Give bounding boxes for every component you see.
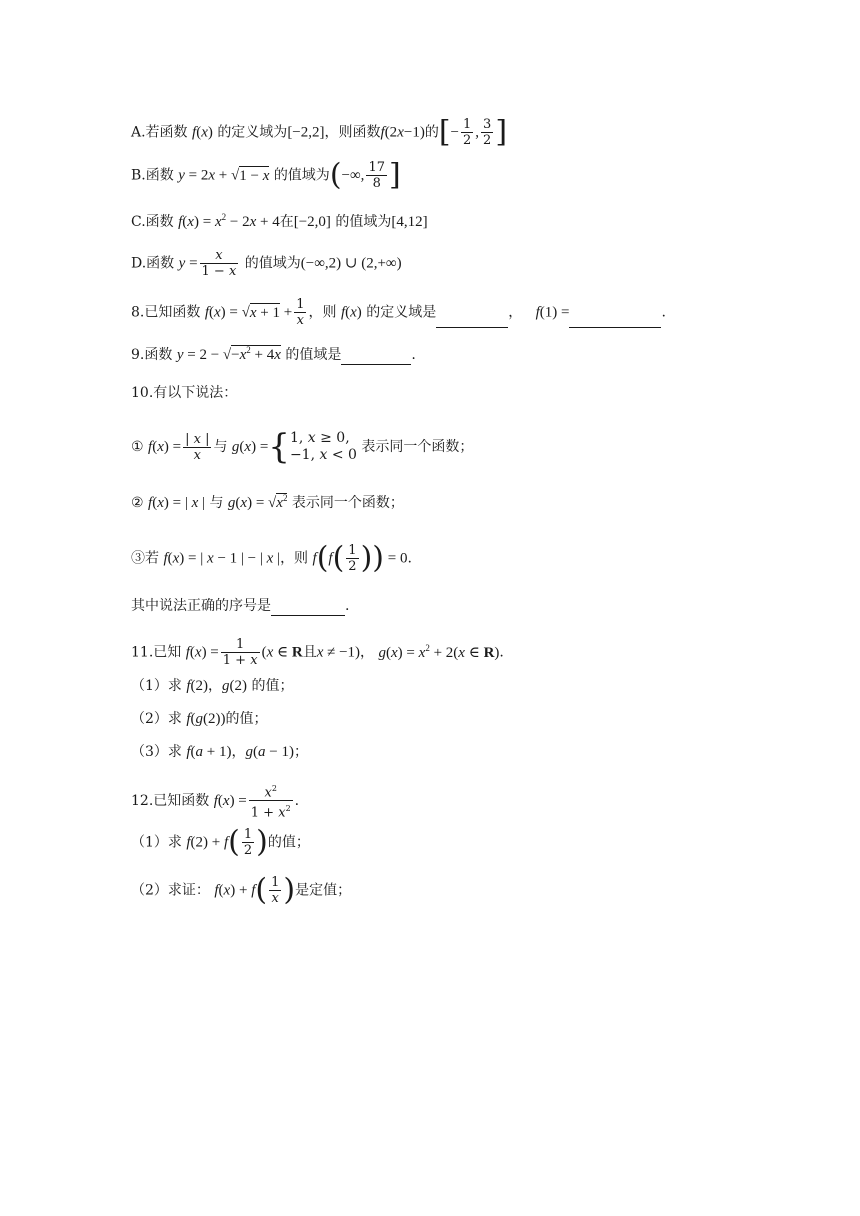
answer-blank[interactable] [341, 348, 411, 365]
question-12-part-2: （2）求证： f(x) + f( $\frac{1}{x}$ )是定值； [131, 872, 352, 908]
answer-blank[interactable] [271, 599, 345, 616]
question-12: 12.已知函数 f(x) = $\frac{x^2}{1 + x^2}$ . [131, 781, 299, 821]
answer-blank[interactable] [569, 311, 661, 328]
question-10-ask: 其中说法正确的序号是 . [131, 598, 350, 614]
statement-3: ③若 f(x) = | x − 1 | − | x |，则 f(f( $\frac{1}{2}$ )) = 0. [131, 540, 412, 576]
question-11-part-3: （3）求 f(a + 1)，g(a − 1)； [131, 744, 308, 760]
question-10-heading: 10.有以下说法： [131, 385, 238, 401]
question-8: 8.已知函数 f(x) = √x + 1 + $\frac{1}{x}$ ，则 f(x) 的定义域是 ， f(1) = . [131, 297, 666, 328]
option-a: A.若函数 f(x) 的定义域为[−2,2]，则函数f(2x−1)的[− $\frac{1}{2}$ , $\frac{3}{2}$ ] [131, 114, 508, 150]
question-11: 11.已知 f(x) = $\frac{1}{1 + x}$ (x ∈ R且x ≠ −1)， $g(x) = x^2 + 2(x$ ∈ R). [131, 637, 504, 668]
option-d: D.函数 y = $\frac{x}{1 - x}$ 的值域为(−∞,2) ∪ (2,+∞) [131, 248, 402, 279]
question-11-part-1: （1）求 f(2)，g(2) 的值； [131, 678, 294, 694]
question-12-part-1: （1）求 f(2) + f( $\frac{1}{2}$ )的值； [131, 824, 310, 860]
answer-blank[interactable] [436, 311, 508, 328]
question-9: 9.函数 $y = 2 - √-x^2 + 4x$ 的值域是 . [131, 345, 416, 363]
option-c: C.函数 $f(x) = x^2 - 2x + 4$在[−2,0] 的值域为[4,12] [131, 212, 428, 230]
statement-2: ② f(x) = | x | 与 $g(x) = √x^2$ 表示同一个函数； [131, 493, 404, 511]
question-11-part-2: （2）求 f(g(2))的值； [131, 711, 268, 727]
statement-1: ① f(x) = $\frac{| x |}{x}$ 与 g(x) ={ 1, x ≥ 0, −1, x < 0 表示同一个函数； [131, 427, 474, 467]
option-b: B.函数 y = 2x + √1 − x 的值域为(−∞, $\frac{17}{8}$ ] [131, 157, 401, 193]
